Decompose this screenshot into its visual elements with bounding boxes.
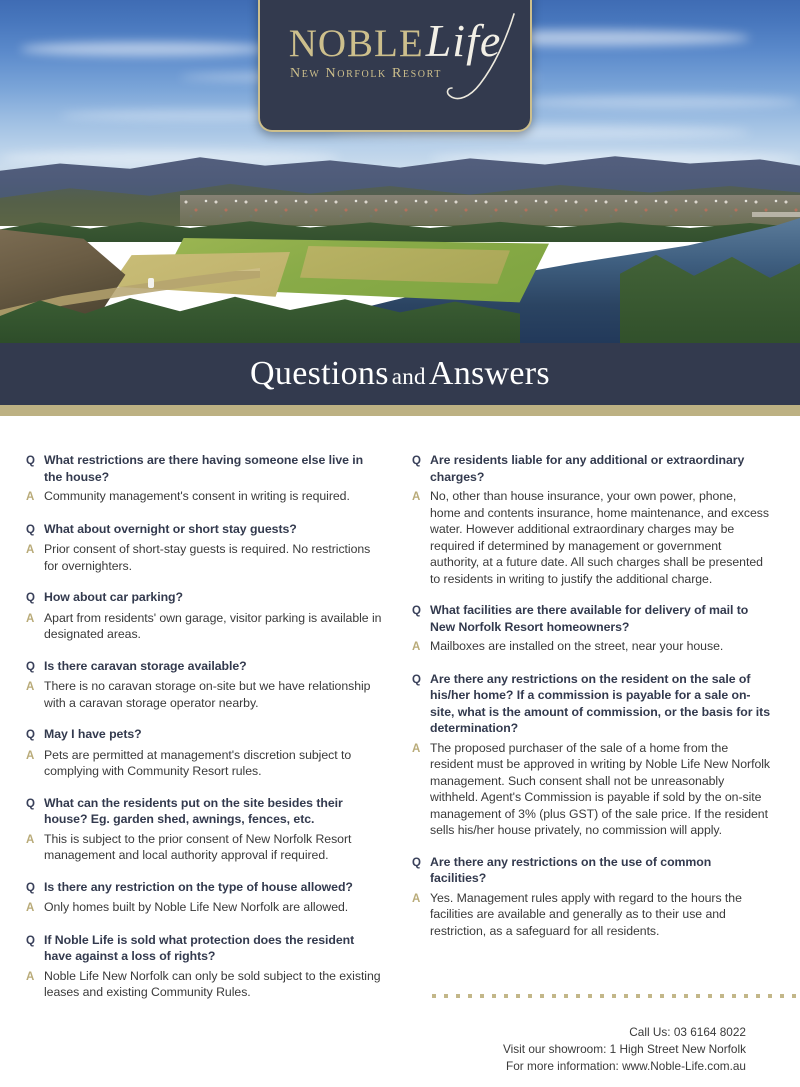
answer-marker: A xyxy=(26,833,35,846)
answer-marker: A xyxy=(26,681,35,693)
qa-item xyxy=(26,795,384,864)
answer-text: Prior consent of short-stay guests is required. No restrictions for overnighters. xyxy=(44,542,371,573)
footer-phone: Call Us: 03 6164 8022 xyxy=(629,1025,746,1039)
page-title-part2: Answers xyxy=(428,355,550,392)
question-marker: Q xyxy=(26,797,35,810)
question-line xyxy=(26,795,384,828)
answer-marker: A xyxy=(26,544,35,556)
qa-item xyxy=(412,671,770,839)
answer-line xyxy=(412,740,770,839)
footer xyxy=(0,994,800,1087)
hero-photo xyxy=(0,0,800,343)
qa-item xyxy=(26,726,384,780)
dotted-divider xyxy=(432,994,800,998)
answer-marker: A xyxy=(412,892,421,905)
qa-item xyxy=(412,602,770,656)
answer-marker: A xyxy=(26,612,35,625)
question-text: What facilities are there available for delivery of mail to New Norfolk Resort homeowners? xyxy=(430,603,749,634)
answer-line xyxy=(26,541,384,574)
question-line xyxy=(412,671,770,737)
page-title-conjunction: and xyxy=(391,364,426,389)
cloud xyxy=(520,96,800,108)
qa-item xyxy=(26,452,384,506)
question-marker: Q xyxy=(26,523,35,536)
answer-line xyxy=(26,488,384,506)
question-text: What about overnight or short stay guests? xyxy=(44,521,297,536)
question-text: What restrictions are there having someone else live in the house? xyxy=(44,453,364,484)
question-marker: Q xyxy=(26,592,35,604)
question-marker: Q xyxy=(412,605,421,617)
question-line xyxy=(26,452,384,485)
cloud xyxy=(20,42,270,56)
question-text: May I have pets? xyxy=(44,727,142,741)
question-text: Are residents liable for any additional or extraordinary charges? xyxy=(430,453,745,484)
question-line xyxy=(412,452,770,485)
answer-text: No, other than house insurance, your own power, phone, home and contents insurance, home maintenance, and excess water. However additional extraordinary charges may be required if determined by management or government authority, at a future date. All such charges shall be presented to residents in writing to justify the additional charge. xyxy=(430,489,769,586)
question-line xyxy=(26,879,384,897)
answer-line xyxy=(412,488,770,587)
logo-panel xyxy=(258,0,532,132)
question-line xyxy=(26,589,384,607)
question-text: Are there any restrictions on the use of common facilities? xyxy=(430,854,712,885)
question-marker: Q xyxy=(26,729,35,741)
gold-divider-strip xyxy=(0,405,800,416)
bridge xyxy=(752,212,800,217)
logo-noble-text: NOBLE xyxy=(288,22,424,65)
answer-marker: A xyxy=(26,491,35,503)
answer-marker: A xyxy=(412,641,421,653)
answer-line xyxy=(412,890,770,940)
question-line xyxy=(26,658,384,676)
qa-content xyxy=(0,416,800,1016)
answer-marker: A xyxy=(412,491,421,503)
township-rooftops xyxy=(180,196,800,222)
answer-line xyxy=(26,610,384,643)
qa-item xyxy=(26,932,384,1001)
qa-item xyxy=(26,589,384,643)
answer-text: Mailboxes are installed on the street, near your house. xyxy=(430,639,724,653)
footer-showroom: Visit our showroom: 1 High Street New Norfolk xyxy=(502,1042,746,1056)
answer-marker: A xyxy=(26,970,35,983)
question-text: Is there any restriction on the type of house allowed? xyxy=(44,879,353,894)
answer-line xyxy=(26,831,384,864)
page-title-band xyxy=(0,343,800,405)
question-marker: Q xyxy=(26,455,35,467)
footer-contact-block xyxy=(26,1024,774,1075)
qa-item xyxy=(412,452,770,587)
qa-column-right xyxy=(412,452,770,1016)
answer-text: Noble Life New Norfolk can only be sold subject to the existing leases and existing Community Rules. xyxy=(44,968,381,999)
answer-line xyxy=(26,747,384,780)
answer-text: Pets are permitted at management's discretion subject to complying with Community Resort rules. xyxy=(44,747,352,778)
answer-text: There is no caravan storage on-site but we have relationship with a caravan storage operator nearby. xyxy=(44,679,371,710)
question-line xyxy=(26,726,384,744)
question-text: Is there caravan storage available? xyxy=(44,658,247,673)
question-marker: Q xyxy=(26,660,35,673)
answer-text: Apart from residents' own garage, visitor parking is available in designated areas. xyxy=(44,610,382,641)
question-line xyxy=(412,854,770,887)
answer-marker: A xyxy=(26,749,35,762)
question-text: How about car parking? xyxy=(44,590,183,604)
question-marker: Q xyxy=(26,934,35,947)
question-line xyxy=(412,602,770,635)
page-title-part1: Questions xyxy=(250,355,389,392)
question-marker: Q xyxy=(412,673,421,686)
logo-subtitle: New Norfolk Resort xyxy=(290,66,442,81)
logo-wordmark xyxy=(260,15,530,66)
question-line xyxy=(26,932,384,965)
page-title xyxy=(250,355,550,393)
answer-marker: A xyxy=(412,742,421,755)
answer-line xyxy=(26,678,384,711)
question-marker: Q xyxy=(412,455,421,467)
qa-item xyxy=(26,658,384,712)
question-line xyxy=(26,521,384,539)
answer-text: This is subject to the prior consent of New Norfolk Resort management and local authority approval if required. xyxy=(44,831,352,862)
qa-item xyxy=(412,854,770,940)
logo-life-text: Life xyxy=(425,15,502,66)
qa-item xyxy=(26,879,384,917)
answer-text: Yes. Management rules apply with regard to the hours the facilities are available and generally as to their use and restriction, as a safeguard for all residents. xyxy=(430,890,742,938)
boat xyxy=(148,278,154,288)
footer-website: For more information: www.Noble-Life.com.au xyxy=(506,1059,746,1073)
qa-column-left xyxy=(26,452,384,1016)
question-text: If Noble Life is sold what protection does the resident have against a loss of rights? xyxy=(44,932,355,963)
answer-text: Only homes built by Noble Life New Norfolk are allowed. xyxy=(44,900,349,914)
answer-text: Community management's consent in writing is required. xyxy=(44,489,350,503)
answer-text: The proposed purchaser of the sale of a home from the resident must be approved in writing by Noble Life New Norfolk management. Such consent shall not be unreasonably withheld. Agent's Commission is payable if sold by the on-site management of 3% (plus GST) of the sale price. If the resident sells his/her house privately, no commission will apply. xyxy=(430,740,771,837)
question-text: What can the residents put on the site besides their house? Eg. garden shed, awnings, fences, etc. xyxy=(44,795,343,826)
question-text: Are there any restrictions on the resident on the sale of his/her home? If a commission is payable for a sale on-site, what is the amount of commission, or the basis for its determination? xyxy=(430,671,771,735)
answer-line xyxy=(26,899,384,917)
answer-marker: A xyxy=(26,902,35,914)
question-marker: Q xyxy=(26,881,35,894)
qa-item xyxy=(26,521,384,575)
question-marker: Q xyxy=(412,856,421,869)
answer-line xyxy=(412,638,770,656)
